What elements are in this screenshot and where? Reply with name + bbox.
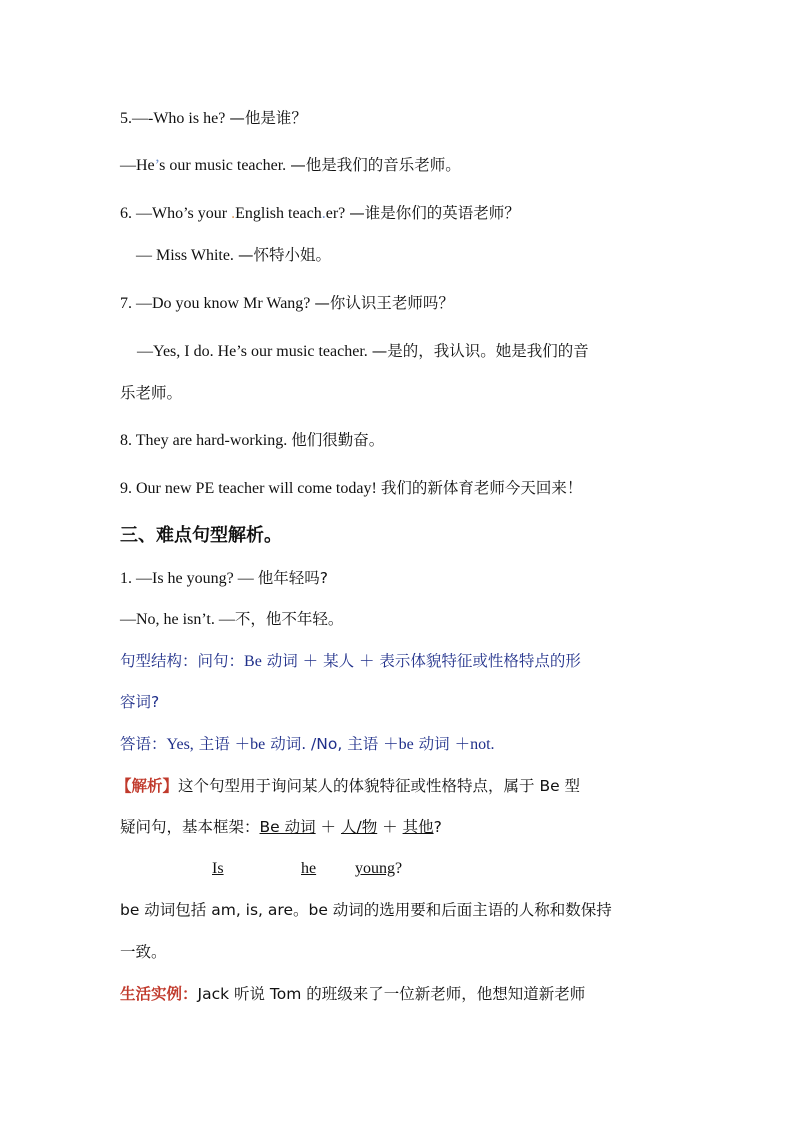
cn-text: 他年轻吗? [257,569,328,587]
analysis-label: 【解析】 [116,777,179,795]
answer-subject: 主语 ＋ [193,735,251,753]
structure-line [120,649,581,674]
structure-line-cont: 容词? [120,693,160,711]
analysis-line [116,774,580,799]
cn-text: 他们很勤奋。 [291,431,385,449]
structure-label: 句型结构：问句： [120,652,245,670]
sample-question [120,566,328,591]
apostrophe-mark: ’ [154,157,160,174]
example-young-word: young [355,860,395,877]
answer-yes: Yes, [166,736,194,753]
sentence-9 [120,476,582,501]
answer-structure [120,732,495,757]
sentence-7-question [120,291,454,316]
section-title: 三、难点句型解析。 [120,525,282,546]
cn-text: —是的，我认识。她是我们的音 [371,342,589,360]
dot-mark: . [231,205,236,222]
analysis-text: 这个句型用于询问某人的体貌特征或性格特点，属于 Be 型 [178,777,581,795]
example-question-mark: ? [395,860,403,877]
answer-label: 答语： [120,735,167,753]
life-example [120,982,585,1007]
life-text: Jack 听说 Tom 的班级来了一位新老师，他想知道新老师 [197,985,586,1003]
en-text: 8. They are hard-working. [120,432,292,449]
cn-text: —谁是你们的英语老师？ [349,204,520,222]
en-text: —Yes, I do. He’s our music teacher. [137,343,372,360]
example-young [355,857,402,881]
frame-line [120,815,442,839]
sentence-6-answer [136,243,331,268]
answer-end: 动词 ＋ [413,735,471,753]
en-text: 7. —Do you know Mr Wang? [120,295,315,312]
sentence-8 [120,428,384,453]
structure-be: Be [244,653,262,670]
en-text: er? [325,205,350,222]
frame-be: Be 动词 [259,818,316,836]
cn-text: 我们的新体育老师今天回来！ [380,479,583,497]
en-text: —No, he isn’t. — [120,611,235,628]
frame-question-mark: ? [433,818,442,836]
answer-not: not. [470,736,495,753]
en-text: 9. Our new PE teacher will come today! [120,480,381,497]
structure-rest: 动词 ＋ 某人 ＋ 表示体貌特征或性格特点的形 [261,652,581,670]
cn-text: —怀特小姐。 [237,246,331,264]
en-text: s our music teacher. [159,157,291,174]
be-note-cont: 一致。 [120,943,167,961]
be-note: be 动词包括 am, is, are。be 动词的选用要和后面主语的人称和数保持 [120,901,612,919]
answer-mid: 动词. /No, 主语 ＋ [265,735,399,753]
frame-prefix: 疑问句，基本框架： [120,818,260,836]
en-text: English teach [235,205,322,222]
sentence-7-answer [137,339,589,364]
frame-plus: ＋ [377,818,403,836]
sentence-7-answer-cont: 乐老师。 [120,384,183,402]
sentence-5-answer [120,153,461,178]
en-text: 5.—-Who is he? [120,110,230,127]
en-text: — Miss White. [136,247,238,264]
cn-text: —你认识王老师吗？ [314,294,454,312]
cn-text: 不，他不年轻。 [234,610,344,628]
en-text: 1. —Is he young? — [120,570,258,587]
cn-text: —他是我们的音乐老师。 [290,156,461,174]
cn-text: —他是谁？ [229,109,307,127]
answer-be-2: be [398,736,414,753]
en-text: 6. —Who’s your [120,205,232,222]
sentence-6-question [120,201,520,226]
answer-be: be [250,736,266,753]
dot-mark: . [321,205,326,222]
sentence-5-question [120,106,307,131]
frame-person: 人/物 [340,818,378,836]
life-label: 生活实例： [120,985,198,1003]
frame-other: 其他 [402,818,434,836]
frame-plus: ＋ [315,818,341,836]
en-text: —He [120,157,155,174]
sample-answer [120,607,343,632]
example-he: he [301,860,317,877]
example-is: Is [212,860,224,877]
